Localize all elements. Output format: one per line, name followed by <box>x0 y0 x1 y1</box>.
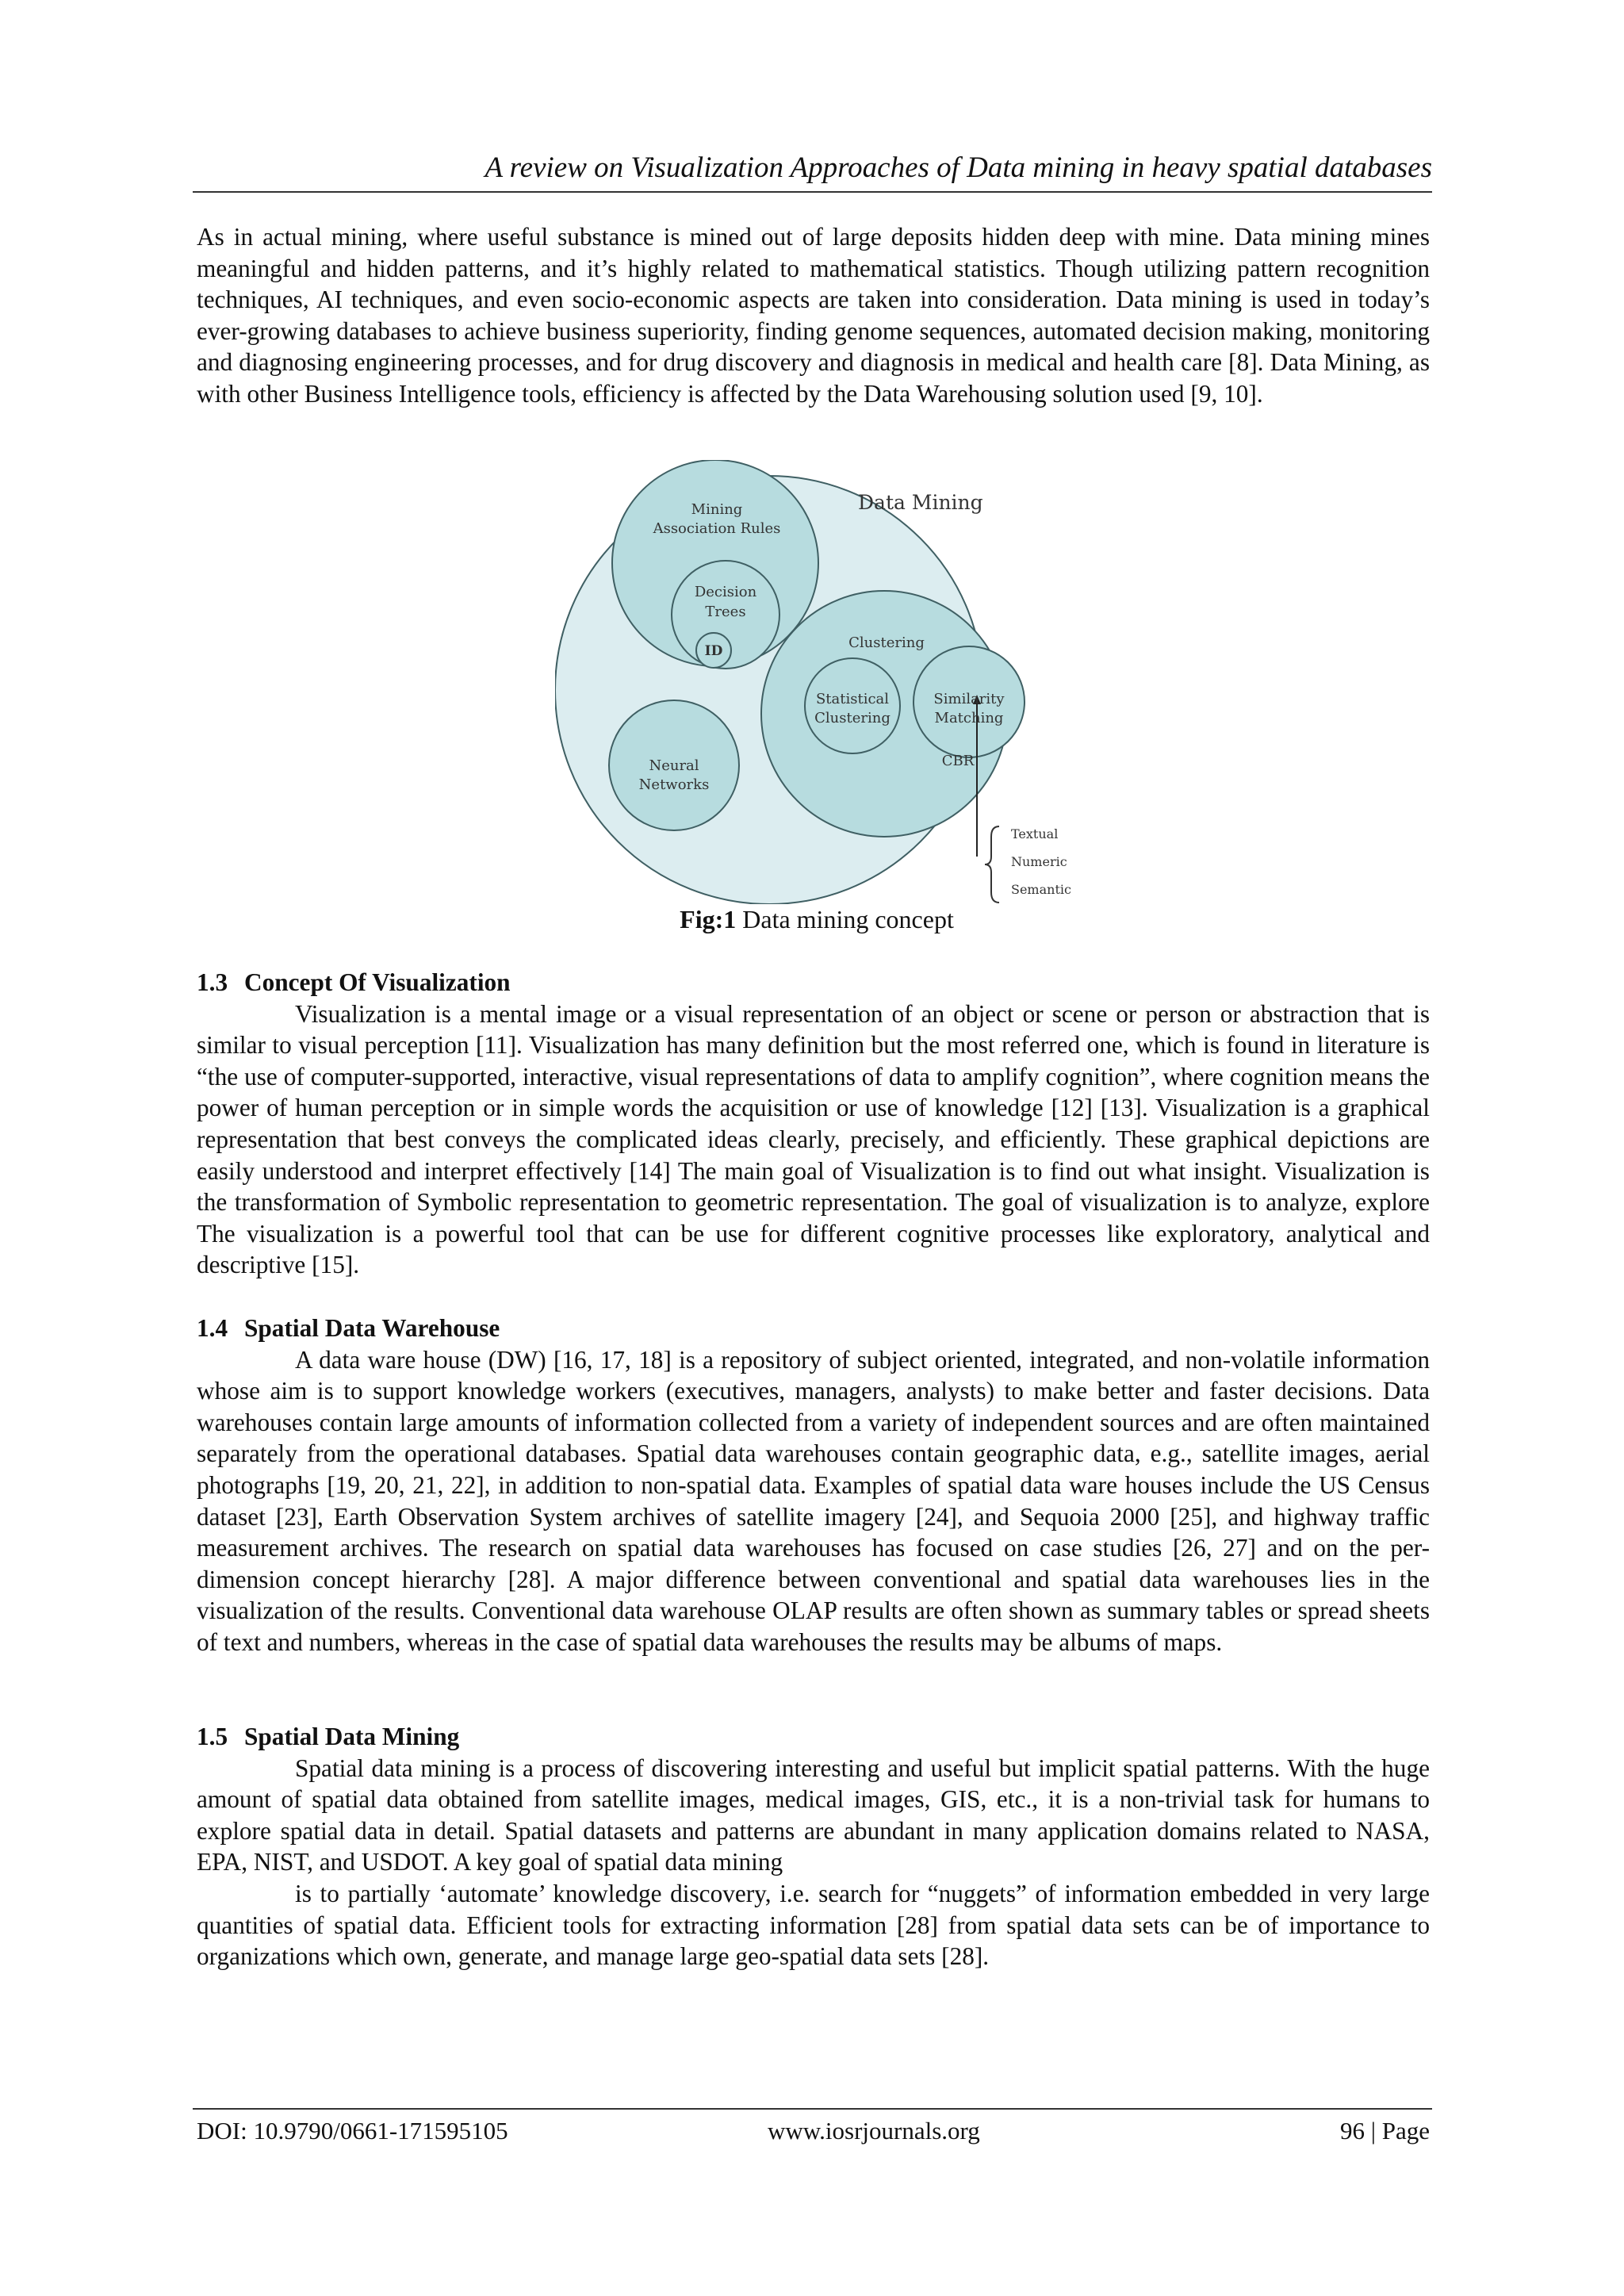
section-title: Spatial Data Mining <box>244 1723 460 1750</box>
footer-page-number: 96 | Page <box>1340 2117 1430 2145</box>
label-association-rules: Association Rules <box>653 520 781 537</box>
label-statistical: Statistical <box>815 691 890 707</box>
label-numeric: Numeric <box>1011 854 1067 869</box>
section-number: 1.5 <box>197 1723 228 1750</box>
data-mining-diagram <box>555 460 1078 904</box>
label-networks: Networks <box>638 776 710 793</box>
footer-website[interactable]: www.iosrjournals.org <box>768 2117 980 2145</box>
intro-paragraph: As in actual mining, where useful substance is mined out of large deposits hidden deep with mine. Data mining mines meaningful and hidden patterns, and it’s highly related to mathematical statistics. Though utilizing pattern recognition techniques, AI techniques, and even socio-economic aspects are taken into consideration. Data mining is used in today’s ever-growing databases to achieve business superiority, finding genome sequences, automated decision making, monitoring and diagnosing engineering processes, and for drug discovery and diagnosis in medical and health care [8]. Data Mining, as with other Business Intelligence tools, efficiency is affected by the Data Warehousing solution used [9, 10]. <box>197 223 1430 408</box>
section-heading <box>197 967 1430 999</box>
label-neural: Neural <box>649 757 699 774</box>
label-clustering: Clustering <box>848 634 925 651</box>
header-rule <box>193 191 1432 193</box>
label-semantic: Semantic <box>1011 882 1071 897</box>
label-mining: Mining <box>691 501 743 518</box>
section-title: Spatial Data Warehouse <box>244 1314 500 1342</box>
section-title: Concept Of Visualization <box>244 968 511 996</box>
footer-doi: DOI: 10.9790/0661-171595105 <box>197 2117 508 2145</box>
figure-caption-text: Data mining concept <box>736 905 954 933</box>
label-matching: Matching <box>934 710 1004 726</box>
label-textual: Textual <box>1011 826 1059 841</box>
figure-caption-label: Fig:1 <box>680 905 737 933</box>
running-header: A review on Visualization Approaches of Data mining in heavy spatial databases <box>485 151 1432 184</box>
section-paragraph-continued: is to partially ‘automate’ knowledge discovery, i.e. search for “nuggets” of information embedded in very large quantities of spatial data. Efficient tools for extracting information [28] from spatial data sets can be of importance to organizations which own, generate, and manage large geo-spatial data sets [28]. <box>197 1879 1430 1971</box>
section-1-5 <box>197 1721 1430 1972</box>
footer-rule <box>193 2108 1432 2110</box>
section-heading <box>197 1313 1430 1344</box>
label-data-mining: Data Mining <box>858 491 983 514</box>
label-id: ID <box>704 643 723 659</box>
figure-caption <box>555 903 1078 936</box>
label-cbr: CBR <box>941 753 975 769</box>
section-number: 1.3 <box>197 968 228 996</box>
data-mining-figure <box>555 460 1078 904</box>
intro-section <box>197 221 1430 410</box>
section-paragraph: A data ware house (DW) [16, 17, 18] is a repository of subject oriented, integrated, and non-volatile information whose aim is to support knowledge workers (executives, managers, analysts) to make better and faster decisions. Data warehouses contain large amounts of information collected from a variety of independent sources and are often maintained separately from the operational databases. Spatial data warehouses contain geographic data, e.g., satellite images, aerial photographs [19, 20, 21, 22], in addition to non-spatial data. Examples of spatial data ware houses include the US Census dataset [23], Earth Observation System archives of satellite imagery [24], and Sequoia 2000 [25], and highway traffic measurement archives. The research on spatial data warehouses has focused on case studies [26, 27] and on the per-dimension concept hierarchy [28]. A major difference between conventional and spatial data warehouses lies in the visualization of the results. Conventional data warehouse OLAP results are often shown as summary tables or spread sheets of text and numbers, whereas in the case of spatial data warehouses the results may be albums of maps. <box>197 1345 1430 1656</box>
label-trees: Trees <box>705 604 746 620</box>
section-paragraph: Visualization is a mental image or a visual representation of an object or scene or person or abstraction that is similar to visual perception [11]. Visualization has many definition but the most referred one, which is found in literature is “the use of computer-supported, interactive, visual representations of data to amplify cognition”, where cognition means the power of human perception or in simple words the acquisition or use of knowledge [12] [13]. Visualization is a graphical representation that best conveys the complicated ideas clearly, precisely, and efficiently. These graphical depictions are easily understood and interpret effectively [14] The main goal of Visualization is to find out what insight. Visualization is the transformation of Symbolic representation to geometric representation. The goal of visualization is to analyze, explore The visualization is a powerful tool that can be use for different cognitive processes like exploratory, analytical and descriptive [15]. <box>197 999 1430 1279</box>
section-paragraph: Spatial data mining is a process of discovering interesting and useful but implicit spatial patterns. With the huge amount of spatial data obtained from satellite images, medical images, GIS, etc., it is a non-trivial task for humans to explore spatial data in detail. Spatial datasets and patterns are abundant in many application domains related to NASA, EPA, NIST, and USDOT. A key goal of spatial data mining <box>197 1754 1430 1876</box>
section-number: 1.4 <box>197 1314 228 1342</box>
section-1-4 <box>197 1313 1430 1658</box>
label-decision: Decision <box>694 584 757 600</box>
section-heading <box>197 1721 1430 1753</box>
label-statistical-clustering: Clustering <box>814 710 891 726</box>
section-1-3 <box>197 967 1430 1281</box>
brace-icon <box>985 826 999 903</box>
label-similarity: Similarity <box>933 691 1005 707</box>
